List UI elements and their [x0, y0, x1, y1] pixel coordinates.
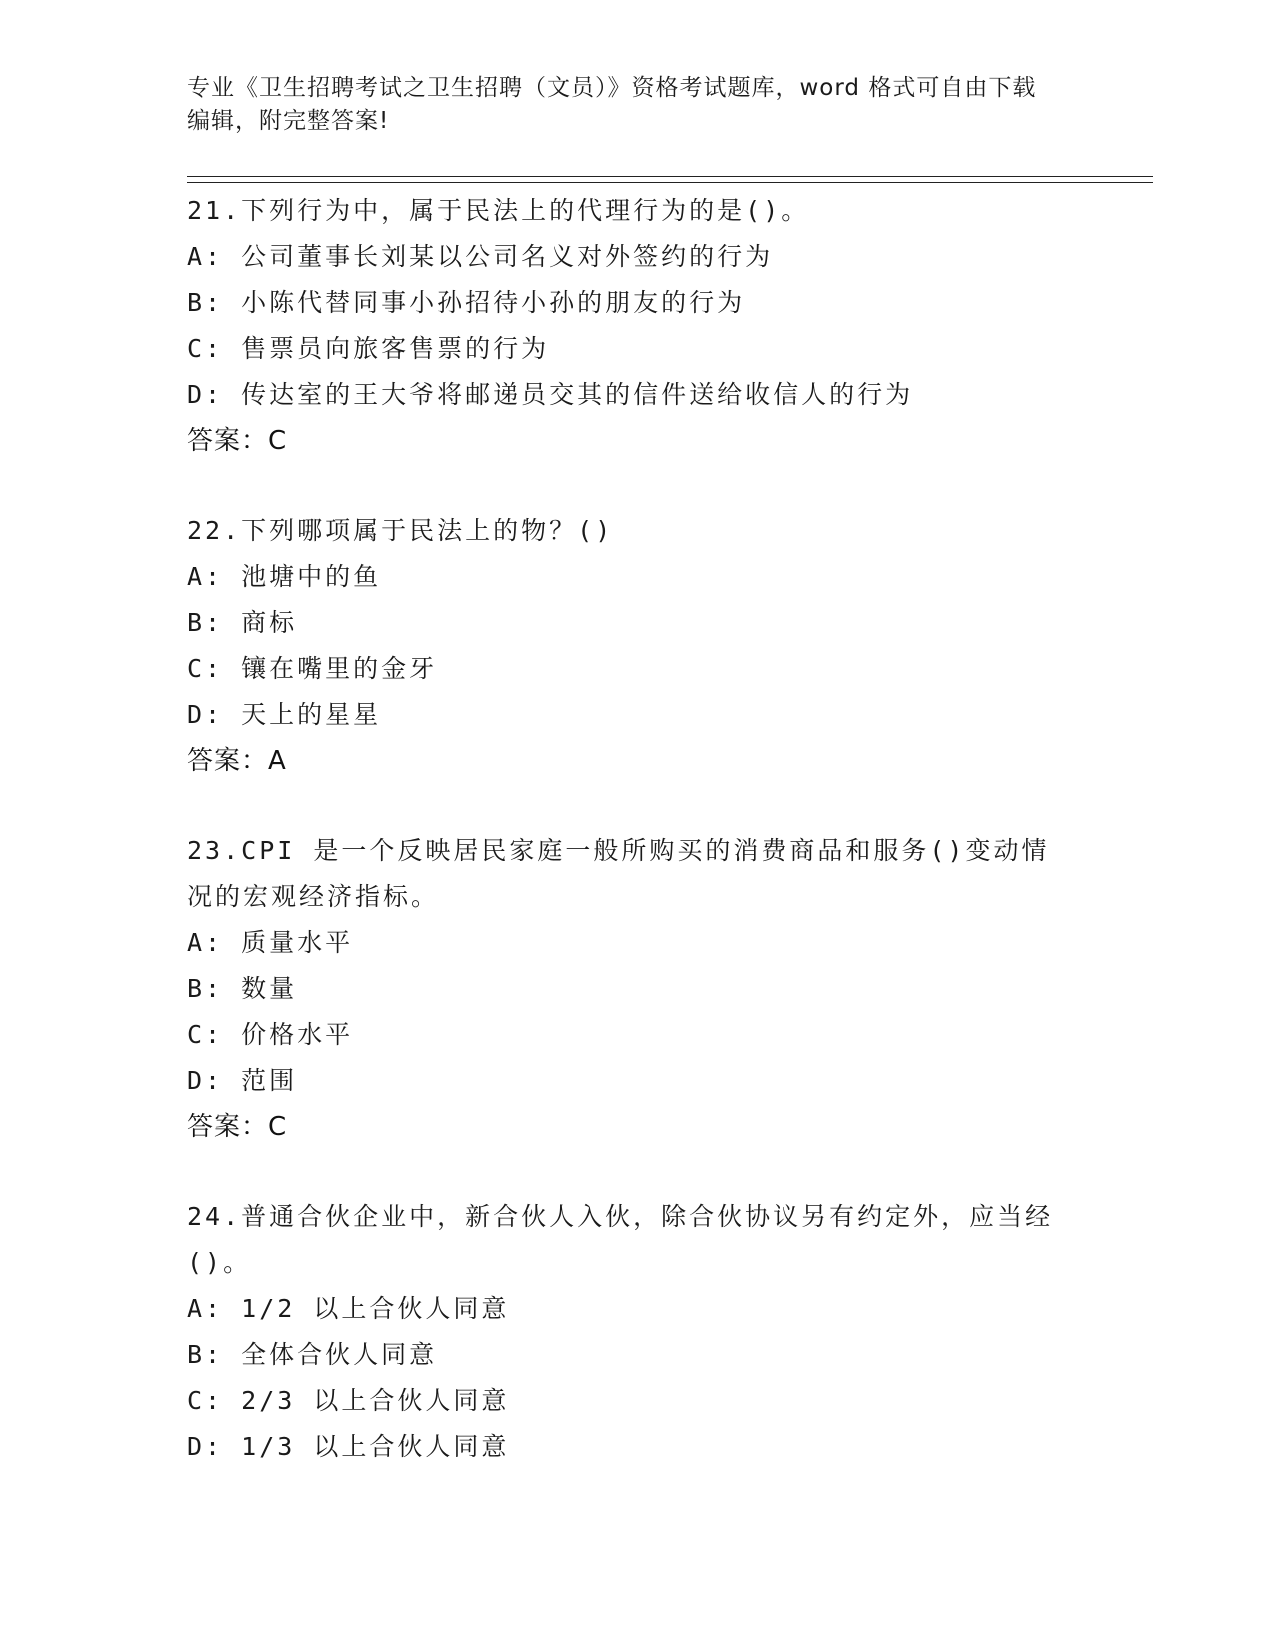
option-a: A: 公司董事长刘某以公司名义对外签约的行为 — [187, 242, 774, 271]
answer-label: 答案：A — [187, 746, 287, 776]
question-stem: 21.下列行为中，属于民法上的代理行为的是()。 — [187, 196, 810, 225]
question-21 — [187, 188, 1087, 464]
header-line-2: 编辑，附完整答案! — [187, 108, 390, 134]
option-b: B: 数量 — [187, 974, 298, 1003]
option-a: A: 质量水平 — [187, 928, 354, 957]
option-a: A: 1/2 以上合伙人同意 — [187, 1294, 510, 1323]
option-a: A: 池塘中的鱼 — [187, 562, 382, 591]
question-23 — [187, 828, 1087, 1150]
answer-label: 答案：C — [187, 1112, 288, 1142]
option-c: C: 2/3 以上合伙人同意 — [187, 1386, 510, 1415]
option-b: B: 商标 — [187, 608, 298, 637]
question-stem: 24.普通合伙企业中，新合伙人入伙，除合伙协议另有约定外，应当经()。 — [187, 1202, 1054, 1277]
question-list — [187, 188, 1087, 1514]
option-b: B: 小陈代替同事小孙招待小孙的朋友的行为 — [187, 288, 746, 317]
option-c: C: 镶在嘴里的金牙 — [187, 654, 438, 683]
option-b: B: 全体合伙人同意 — [187, 1340, 438, 1369]
option-d: D: 1/3 以上合伙人同意 — [187, 1432, 510, 1461]
option-c: C: 价格水平 — [187, 1020, 354, 1049]
option-d: D: 传达室的王大爷将邮递员交其的信件送给收信人的行为 — [187, 380, 914, 409]
answer-label: 答案：C — [187, 426, 288, 456]
option-c: C: 售票员向旅客售票的行为 — [187, 334, 550, 363]
question-24 — [187, 1194, 1087, 1470]
option-d: D: 范围 — [187, 1066, 298, 1095]
question-22 — [187, 508, 1087, 784]
document-header — [187, 72, 1067, 138]
header-divider-bottom — [187, 182, 1153, 183]
question-stem: 23.CPI 是一个反映居民家庭一般所购买的消费商品和服务()变动情况的宏观经济指标。 — [187, 836, 1050, 911]
header-divider-top — [187, 176, 1153, 177]
option-d: D: 天上的星星 — [187, 700, 382, 729]
question-stem: 22.下列哪项属于民法上的物？() — [187, 516, 614, 545]
header-line-1: 专业《卫生招聘考试之卫生招聘（文员）》资格考试题库，word 格式可自由下载 — [187, 75, 1037, 101]
